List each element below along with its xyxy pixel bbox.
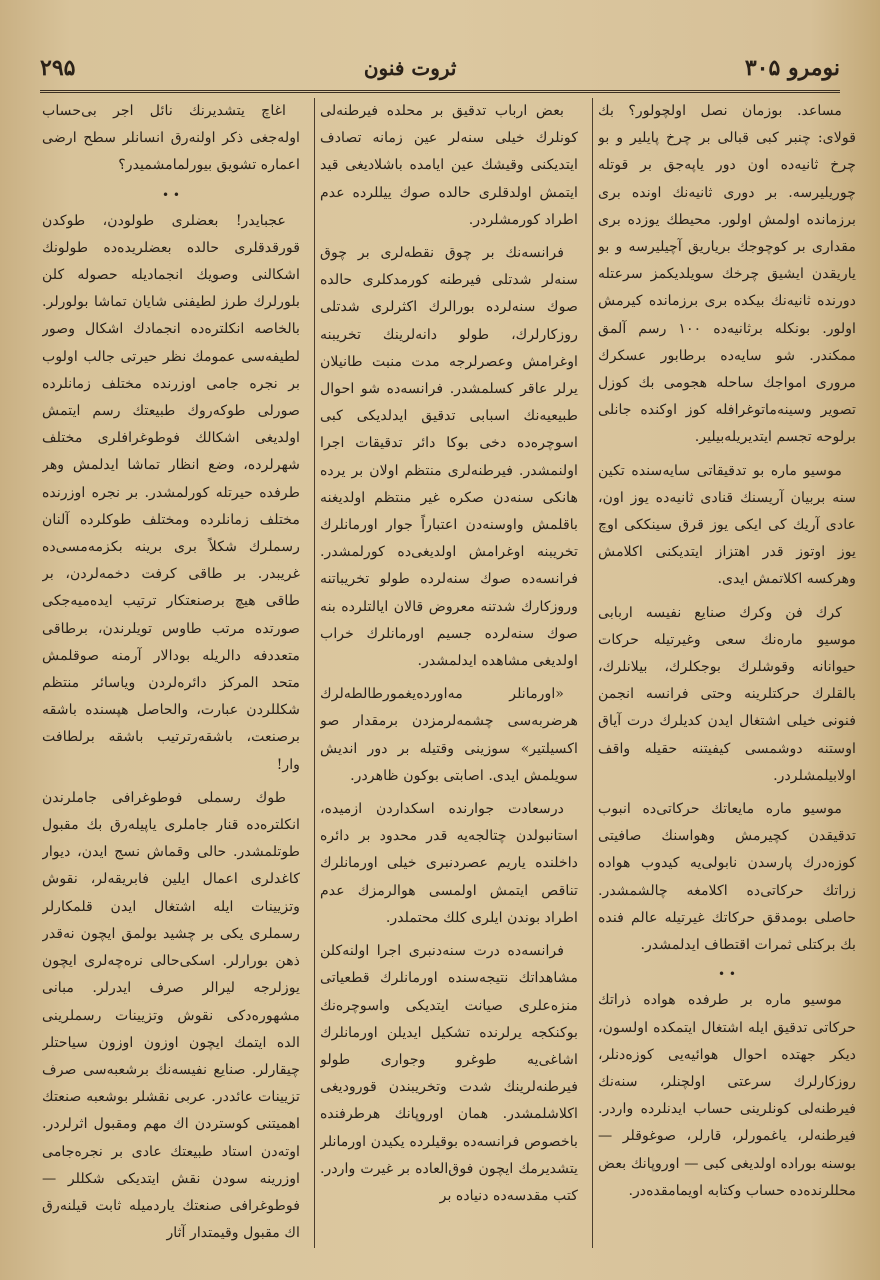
- text-column-left: [42, 98, 300, 1248]
- page-number: ۲۹۵: [40, 55, 76, 81]
- paragraph: فرانسه‌نك بر چوق نقطه‌لری بر چوق سنه‌لر شدتلی فیرطنه كورمدكلری حالده صوك سنه‌لرده بورالرك اكثرلری شدتلی روزكارلرك، طولو دانه‌لرینك تخریبنه اوغرامش وعصرلرجه مدت منبت طانیلان یرلر عاقر كسلمشدر. فرانسه‌ده شو احوال طبیعیه‌نك اسبابی تدقیق ایدلدیكی كبی اسوچره‌ده دخی بوكا دائر تدقیقات اجرا اولنمشدر. فیرطنه‌لری منتظم اولان بر یرده هانكی سنه‌دن صكره غیر منتظم اولدیغنه باقلمش واوسنه‌دن اعتباراً جوار اورمانلرك تخریبنه اوغرامش اولدیغی‌ده كورلمشدر. فرانسه‌ده صوك سنه‌لرده طولو تخریباتنه وروزكارك شدتنه معروض قالان ایالتلرده بنه صوك سنه‌لرده جسیم اورمانلرك خراب اولدیغی مشاهده ایدلمشدر.: [320, 245, 578, 670]
- paragraph: «اورمانلر مه‌اورده‌یغمورطالطه‌لرك هرضربه‌سی چشمه‌لرمزدن برمقدار صو اكسیلتیر» سوزینی وقتیله بر دور اندیش سویلمش ایدی. اصابتی بوكون ظاهردر.: [320, 686, 578, 784]
- paragraph: موسیو ماره بو تدقیقاتی سایه‌سنده تكین سنه بربیان آریسنك قنادی ثانیه‌ده یوز اون، عادی آریك كی ایكی یوز قرق سینككی اوچ یوز اوتوز قدر اهتزاز ایتدیكنی اكلامش وهركسه اكلاتمش ایدی.: [598, 462, 856, 588]
- text-column-right: [598, 98, 856, 1248]
- paragraph: موسیو ماره مایعاتك حركاتی‌ده انبوب تدقیقدن كچیرمش وهواسنك صافیتی كوزه‌درك پارسدن نابولی‌یه كیدوب هواده زراتك حركاتی‌ده اكلامغه چالشمشدر. حاصلی بومدقق حركاتك غیرتیله عالم فنده بك بركتلی ثمرات اقتطاف ایدلمشدر.: [598, 801, 856, 954]
- paragraph: درسعادت جوارنده اسكداردن ازمیده، استانبولدن چتالجه‌یه قدر محدود بر دائره داخلنده یاریم عصردنبری خیلی اورمانلرك تناقص ایتمش اولمسی هوالرمزك عدم اطراد بوندن ایلری كلك محتملدر.: [320, 801, 578, 926]
- journal-title: ثروت فنون: [363, 56, 457, 80]
- paragraph: فرانسه‌ده درت سنه‌دنبری اجرا اولنه‌كلن مشاهداتك نتیجه‌سنده اورمانلرك قطعیاتی منزه‌علری صیانت ایتدیكی واسوچره‌نك بوكنكجه یرلرنده تشكیل ایدیلن اورمانلرك اشاغی‌یه طوغرو وجواری طولو فیرطنه‌لرینك شدت وتخریبندن قورودیغی اكلاشلمشدر. همان اوروپانك هرطرفنده باخصوص فرانسه‌ده بوقیلرده یكیدن اورمانلر یتشدیرمك ایچون فوق‌العاده بر غیرت واردر. كتب مقدسه‌ده دنیاده بر: [320, 943, 578, 1204]
- text-column-middle: [320, 98, 578, 1248]
- section-ornament: • •: [162, 187, 180, 202]
- page-header: [40, 48, 840, 88]
- paragraph: مساعد. بوزمان نصل اولچولور؟ بك قولای: چنبر كبی قبالی بر چرخ پایلیر و بو چرخ ثانیه‌ده اون دور یاپه‌جق بر قوتله چوریلیرسه. بر دوری ثانیه‌نك اونده بری برزمانده اولمش اولور. محیطك یوزده بری مقداری بر كوچوجك بریاریق آچیلیرسه و بو یاریقدن ایشیق چرخك سویلدیكمز سرعتله دورنده ثانیه‌نك بیكده بری برزمانده كیرمش اولور. بونكله برثانیه‌ده ۱۰۰ رسم آلمق ممكندر. شو سایه‌ده برطابور عسكرك مروری امواجك ساحله هجومی بك كوزل تصویر وسینه‌ماتوغرافله كوز اوكنده جانلی برلوحه تجسم ایتدیریله‌بیلیر.: [598, 103, 856, 446]
- paragraph: اغاچ یتشدیرنك نائل اجر بی‌حساب اوله‌جغی ذكر اولنه‌رق انسانلر سطح ارضی اعماره تشویق بیورلمامشمیدر؟: [42, 103, 300, 174]
- column-divider: [592, 98, 593, 1248]
- column-divider: [314, 98, 315, 1248]
- paragraph: بعض ارباب تدقیق بر محلده فیرطنه‌لی كونلرك خیلی سنه‌لر عین زمانه تصادف ایتدیكنی وقیشك عین ایامده باشلادیغی قید ایتمش اولدقلری حالده صوك ییللرده عدم اطراد كورمشلردر.: [320, 103, 578, 228]
- paragraph: طوك رسملی فوطوغرافی جاملرندن انكلتره‌ده قنار جاملری یاپیله‌رق بك مقبول طوتلمشدر. حالی وقماش نسج ایدن، دیوار كاغدلری اعمال ایلین فابریقه‌لر، نقوش وتزیینات ایله اشتغال ایدن قلمكارلر رسملری یكی بر چشید بولمق ایچون نه‌قدر ذهن بورارلر. اسكی‌حالی نره‌چه‌لری ایچون یوزلرجه لیرالر صرف ایدرلر. مبانی مشهوره‌دكی نقوش وتزیینات رسملرینی الده ایتمك ایچون اوزون اوزون سیاحتلر چیقارلر. صنایع نفیسه‌نك برشعبه‌سی صرف تزیینات عائددر. عربی نقشلر بوشعبه صنعتك اهمیتنی كوستردن اك مهم ومقبول اثرلردر. اوته‌دن استاد طبیعتك عادی بر نجره‌جامی اوزرینه سودن نقش ایتدیكی شكللر — فوطوغرافی صنعتك یاردمیله ثابت قیلنه‌رق اك مقبول وقیمتدار آثار: [42, 789, 300, 1242]
- paragraph: كرك فن وكرك صنایع نفیسه اربابی موسیو ماره‌نك سعی وغیرتیله حركات حیوانانه وقوشلرك بوجكلرك، بیلانلرك، بالقلرك حركتلرینه وحتی فرانسه انجمن فنونی خیلی اشتغال ایدن كدیلرك درت آیاق اوستنه دوشمسی كیفیتنه حقیله واقف اولابیلمشلردر.: [598, 604, 856, 784]
- paragraph: موسیو ماره بر طرفده هواده ذراتك حركاتی تدقیق ایله اشتغال ایتمكده اولسون، دیكر جهتده احوال هوائیه‌یی كوزه‌دنلر، روزكارلرك سرعتی اولچنلر، سنه‌نك فیرطنه‌لی كونلرینی حساب ایدنلرده واردر. فیرطنه‌لر، یاغمورلر، قارلر، صوغوقلر — بوسنه بوراده اولدیغی كبی — اوروپانك بعض محللرنده‌ده حساب وكتابه اویمامقده‌در.: [598, 992, 856, 1199]
- section-ornament: • •: [718, 967, 736, 982]
- paragraph: عجبایدر! بعضلری طولودن، طوكدن قورقدقلری حالده بعضلریده‌ده طولونك اشكالنی وصویك انجمادیله حصوله كلن بلورلرك طرز لطیفنی شایان تماشا بولورلر. بالخاصه انكلتره‌ده انجمادك اشكال وصور لطیفه‌سی عمومك نظر حیرتی جالب اولوب بر نجره جامی اوزرنده مختلف زمانلرده صورلی طوكه‌روك طبیعتك رسم ایتمش اولدیغی اشكالك فوطوغرافلری مختلف شهرلرده، وضع انظار تماشا ایدلمش وهر طرفده حیرتله كورلمشدر. بر نجره اوزرنده مختلف زمانلرده ومختلف طوكلرده آلنان رسملرك شكلاً بری برینه بكزمه‌مسی‌ده غریبدر. بر طاقی كرفت دخمه‌لردن، بر طاقی هیچ برصنعتكار ترتیب ایده‌میه‌جكی صورتده مرتب طاوس تویلرندن، برطاقی متعددفه دالریله بودالار آرمنه صوقلمش متحد المركز دائره‌لردن ویاسائر منتظم شكللردن عبارت، والحاصل هپسنده باشقه برصنعت، باشقه‌رترتیب باشقه برلطافت وار!: [42, 212, 300, 773]
- issue-number: نومرو ۳۰۵: [744, 55, 840, 81]
- header-rule: [40, 90, 840, 93]
